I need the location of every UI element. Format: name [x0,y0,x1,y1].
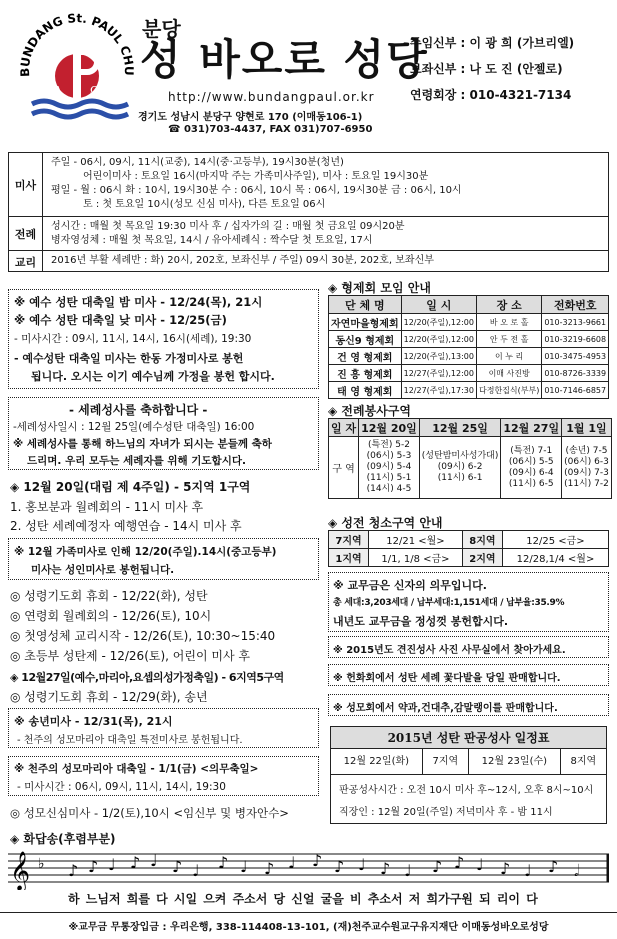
svg-text:♪: ♪ [334,857,345,876]
svg-text:A: A [54,84,62,97]
confession-box [330,726,607,824]
event-kids: ◎ 초등부 성탄제 - 12/26(토), 어린이 미사 후 [10,649,250,663]
confession-time: 판공성사시간 : 오전 10시 미사 후~12시, 오후 8시~10시 [339,785,594,796]
event-council: ◎ 연령회 월례회의 - 12/26(토), 10시 [10,609,212,623]
svg-text:♪: ♪ [68,861,79,880]
confession-cell: 8지역 [570,756,597,767]
svg-text:♩: ♩ [358,855,366,874]
logo-text: BUNDANG St. PAUL CHU [17,11,137,78]
church-title: 성 바오로 성당 [140,35,429,84]
event-communion: ◎ 첫영성체 교리시작 - 12/26(토), 10:30~15:40 [10,629,276,643]
christmas-box [8,289,319,389]
duty-line: (11시) 7-2 [564,478,609,489]
group-cell: 12/27(주일),12:00 [401,365,476,382]
group-cell: 동신9 형제회 [329,331,402,348]
cleaning-cell: 7지역 [329,531,369,549]
christmas-note2: 됩니다. 오시는 이기 예수님께 가정을 봉헌 합시다. [31,370,275,383]
group-cell: 이매 사진방 [476,365,541,382]
svg-text:♩: ♩ [476,855,484,874]
week1-item2: 2. 성탄 세례예정자 예행연습 - 14시 미사 후 [10,519,242,533]
svg-text:♩: ♩ [108,855,116,874]
duty-cell [562,437,612,499]
family-mass-note2: 미사는 성인미사로 봉헌됩니다. [31,564,175,576]
group-cell: 바 오 로 홀 [476,314,541,331]
cleaning-table [328,530,609,567]
group-cell: 010-8726-3339 [542,365,609,382]
group-cell: 010-7146-6857 [542,382,609,399]
baptism-note1: ※ 세례성사를 통해 하느님의 자녀가 되시는 분들께 축하 [13,438,272,450]
svg-text:♪: ♪ [500,859,511,878]
notice3-box [328,694,609,716]
week1-item1: 1. 홍보분과 월례회의 - 11시 미사 후 [10,500,204,514]
notice-flowers: ※ 헌화회에서 성탄 세례 꽃다발을 당일 판매합니다. [333,673,561,684]
assistant-priest: 보좌신부 : 나 도 진 (안젤로) [410,62,563,76]
phone: ☎ 031)703-4437, FAX 031)707-6950 [168,124,373,135]
duty-line: (09시) 6-4 [508,467,554,478]
baptism-title: - 세례성사를 축하합니다 - [69,403,208,417]
address: 경기도 성남시 분당구 양현로 170 (이매동106-1) [138,112,363,123]
groups-header-cell: 단 체 명 [329,296,402,314]
notice2-box [328,664,609,686]
groups-header-cell: 전화번호 [542,296,609,314]
week2-item1: ◎ 성령기도회 휴회 - 12/29(화), 송년 [10,690,208,704]
mary-feast: ※ 천주의 성모마리아 대축일 - 1/1(금) <의무축일> [14,763,259,775]
liturgy-line2: 병자영성체 : 매월 첫 목요일, 14시 / 유아세례식 : 짝수달 첫 토요일, 17시 [51,235,373,246]
duty-table [328,418,612,499]
new-year-mass: ※ 송년미사 - 12/31(목), 21시 [14,715,173,728]
christmas-day-mass: ※ 예수 성탄 대축일 낮 미사 - 12/25(금) [14,313,227,327]
notice-confirmation-photos: ※ 2015년도 견진성사 사진 사무실에서 찾아가세요. [333,645,566,656]
confession-cell: 12월 22일(화) [331,749,423,774]
event-prayer: ◎ 성령기도회 휴회 - 12/22(화), 성탄 [10,589,208,603]
svg-text:♩: ♩ [524,861,532,880]
weekday-mass: 평일 - 월 : 06시 화 : 10시, 19시30분 수 : 06시, 10시 목 : 06시, 19시30분 금 : 06시, 10시 [51,185,462,196]
baptism-box [8,397,319,470]
svg-text:♪: ♪ [218,853,229,872]
svg-text:♪: ♪ [130,853,141,872]
confession-cell: 12월 23일(수) [469,749,561,774]
cleaning-cell: 8지역 [462,531,502,549]
confession-title: 2015년 성탄 판공성사 일정표 [331,727,606,749]
website-url[interactable]: http://www.bundangpaul.or.kr [168,90,375,104]
duty-line: (06시) 5-3 [366,451,412,461]
confession-cell: 7지역 [423,749,469,774]
duty-line: (11시) 5-1 [366,473,412,483]
group-cell: 12/20(주일),12:00 [401,331,476,348]
confession-workers: 직장인 : 12월 20일(주일) 저녁미사 후 - 밤 11시 [339,807,553,818]
tithe-stats: 총 세대:3,203세대 / 납부세대:1,151세대 / 납부율:35.9% [333,598,565,608]
hymn-title: ◈ 화답송(후렴부분) [10,832,116,846]
duty-line: (06시) 5-5 [508,456,554,467]
duty-header-cell: 일 자 [329,419,359,437]
svg-text:♪: ♪ [172,857,183,876]
group-cell: 태 영 형제회 [329,382,402,399]
cleaning-cell: 12/25 <금> [502,531,608,549]
svg-text:♩: ♩ [150,851,158,870]
footer-bank-info: ※교무금 무통장입금 : 우리은행, 338-114408-13-101, (재)천주교수원교구유지재단 이매동성바오로성당 [0,912,617,933]
cleaning-row [329,549,609,567]
duty-line: (11시) 6-1 [437,473,483,483]
week1-title: ◈ 12월 20일(대림 제 4주일) - 5지역 1구역 [10,480,251,494]
notice-snacks: ※ 성모회에서 약과,건대추,감말랭이를 판매합니다. [333,703,558,714]
family-mass-note1: ※ 12월 가족미사로 인해 12/20(주일).14시(중고등부) [14,546,277,558]
new-year-note: - 천주의 성모마리아 대축일 특전미사로 봉헌됩니다. [17,735,243,746]
saturday-mass: 어린이미사 : 토요일 16시(마지막 주는 가족미사주일), 미사 : 토요일 19시30분 [83,171,429,182]
family-mass-box [8,538,319,580]
liturgy-label: 전례 [9,217,43,251]
cleaning-cell: 12/21 <월> [369,531,463,549]
mary-box [8,756,319,796]
groups-header-row [329,296,609,314]
duty-line: (14시) 4-5 [366,484,412,494]
svg-text:♪: ♪ [312,851,323,870]
svg-text:𝅗𝅥: 𝅗𝅥 [574,861,580,880]
group-row [329,382,609,399]
baptism-note2: 드리며. 우리 모두는 세례자를 위해 기도합시다. [27,455,246,467]
baptism-date: -세례성사일시 : 12월 25일(예수성탄 대축일) 16:00 [13,421,255,433]
christmas-times: - 미사시간 : 09시, 11시, 14시, 16시(세례), 19:30 [14,333,252,345]
group-cell: 12/27(주일),17:30 [401,382,476,399]
groups-table [328,295,609,399]
group-cell: 010-3475-4953 [542,348,609,365]
cleaning-cell: 1지역 [329,549,369,567]
svg-text:♩: ♩ [288,853,296,872]
group-row [329,348,609,365]
duty-header-cell: 12월 20일 [359,419,420,437]
week2-title: ◈ 12월27일(예수,마리아,요셉의성가정축일) - 6지역5구역 [10,671,284,684]
svg-text:♪: ♪ [432,857,443,876]
svg-text:♪: ♪ [380,859,391,878]
mary-times: - 미사시간 : 06시, 09시, 11시, 14시, 19:30 [17,781,226,793]
group-cell: 이 누 리 [476,348,541,365]
sunday-mass: 주일 - 06시, 09시, 11시(교중), 14시(중·고등부), 19시30분(청년) [51,157,344,168]
cleaning-cell: 1/1, 1/8 <금> [369,549,463,567]
duty-header-cell: 1월 1일 [562,419,612,437]
svg-text:♭: ♭ [38,856,45,872]
saturday-weekday: 토 : 첫 토요일 10시(성모 신심 미사), 다른 토요일 06시 [83,199,326,210]
council-contact: 연령회장 : 010-4321-7134 [410,88,572,102]
group-cell: 안 두 전 홀 [476,331,541,348]
duty-title: ◈ 전례봉사구역 [328,404,411,418]
duty-body-row [329,437,612,499]
svg-text:♪: ♪ [88,857,99,876]
clergy-box [405,30,607,120]
duty-line: (06시) 6-3 [564,456,609,467]
liturgy-line1: 성시간 : 매월 첫 목요일 19:30 미사 후 / 십자가의 길 : 매월 첫 금요일 09시20분 [51,221,405,232]
education-line: 2016년 부활 세례반 : 화) 20시, 202호, 보좌신부 / 주일) 09시 30분, 202호, 보좌신부 [51,255,434,266]
group-cell: 자연마을형제회 [329,314,402,331]
group-cell: 12/20(주일),12:00 [401,314,476,331]
education-label: 교리 [9,251,43,272]
svg-text:♩: ♩ [404,861,412,880]
duty-line: (송년) 7-5 [565,445,608,456]
groups-title: ◈ 형제회 모임 안내 [328,281,431,295]
music-staff [8,848,609,912]
duty-line: (09시) 6-2 [437,462,483,472]
duty-header-cell: 12월 27일 [501,419,562,437]
tithe-note: ※ 교무금은 신자의 의무입니다. [333,579,487,592]
svg-text:♪: ♪ [264,859,275,878]
duty-header-row [329,419,612,437]
christmas-note1: - 예수성탄 대축일 미사는 한동 가정미사로 봉헌 [14,352,244,365]
duty-line: (특전) 7-1 [510,445,553,456]
church-logo [12,8,142,128]
hymn-lyrics: 하 느님저 희를 다 시일 으켜 주소서 당 신얼 굴을 비 추소서 저 희가구원 되 리이 다 [68,892,538,906]
svg-text:𝄞: 𝄞 [10,851,31,890]
cleaning-cell: 12/28,1/4 <월> [502,549,608,567]
duty-header-cell: 12월 25일 [419,419,501,437]
group-cell: 010-3219-6608 [542,331,609,348]
marian-mass: ◎ 성모신심미사 - 1/2(토),10시 <임신부 및 병자안수> [10,806,289,820]
pastor: 주임신부 : 이 광 희 (가브리엘) [410,36,575,50]
mass-label: 미사 [9,153,43,217]
tithe-box [328,572,609,632]
svg-text:♩: ♩ [192,861,200,880]
group-cell: 건 영 형제회 [329,348,402,365]
group-cell: 진 흥 형제회 [329,365,402,382]
group-row [329,314,609,331]
group-cell: 12/20(주일),13:00 [401,348,476,365]
group-cell: 010-3213-9661 [542,314,609,331]
group-row [329,365,609,382]
duty-line: (11시) 6-5 [508,478,554,489]
duty-line: (09시) 5-4 [366,462,412,472]
christmas-eve-mass: ※ 예수 성탄 대축일 밤 미사 - 12/24(목), 21시 [14,295,263,309]
cleaning-title: ◈ 성전 청소구역 안내 [328,516,443,530]
groups-header-cell: 일 시 [401,296,476,314]
svg-text:♪: ♪ [548,857,559,876]
cleaning-row [329,531,609,549]
svg-text:♩: ♩ [240,857,248,876]
cleaning-cell: 2지역 [462,549,502,567]
mass-schedule [8,152,609,272]
duty-cell [359,437,420,499]
new-year-box [8,708,319,748]
church-subtitle: 분당 [142,17,181,41]
tithe-request: 내년도 교무금을 정성껏 봉헌합시다. [333,615,509,628]
confession-schedule-row [331,749,606,775]
duty-line: (09시) 7-3 [564,467,609,478]
group-row [329,331,609,348]
duty-label-cell: 구 역 [329,437,359,499]
duty-cell [419,437,501,499]
duty-line: (특전) 5-2 [367,440,410,450]
duty-line: (성탄밤미사성가대) [421,451,499,461]
svg-text:♪: ♪ [454,853,465,872]
groups-header-cell: 장 소 [476,296,541,314]
duty-cell [501,437,562,499]
group-cell: 다정한집식(부부) [476,382,541,399]
notice1-box [328,636,609,658]
svg-text:Ω: Ω [90,84,100,97]
